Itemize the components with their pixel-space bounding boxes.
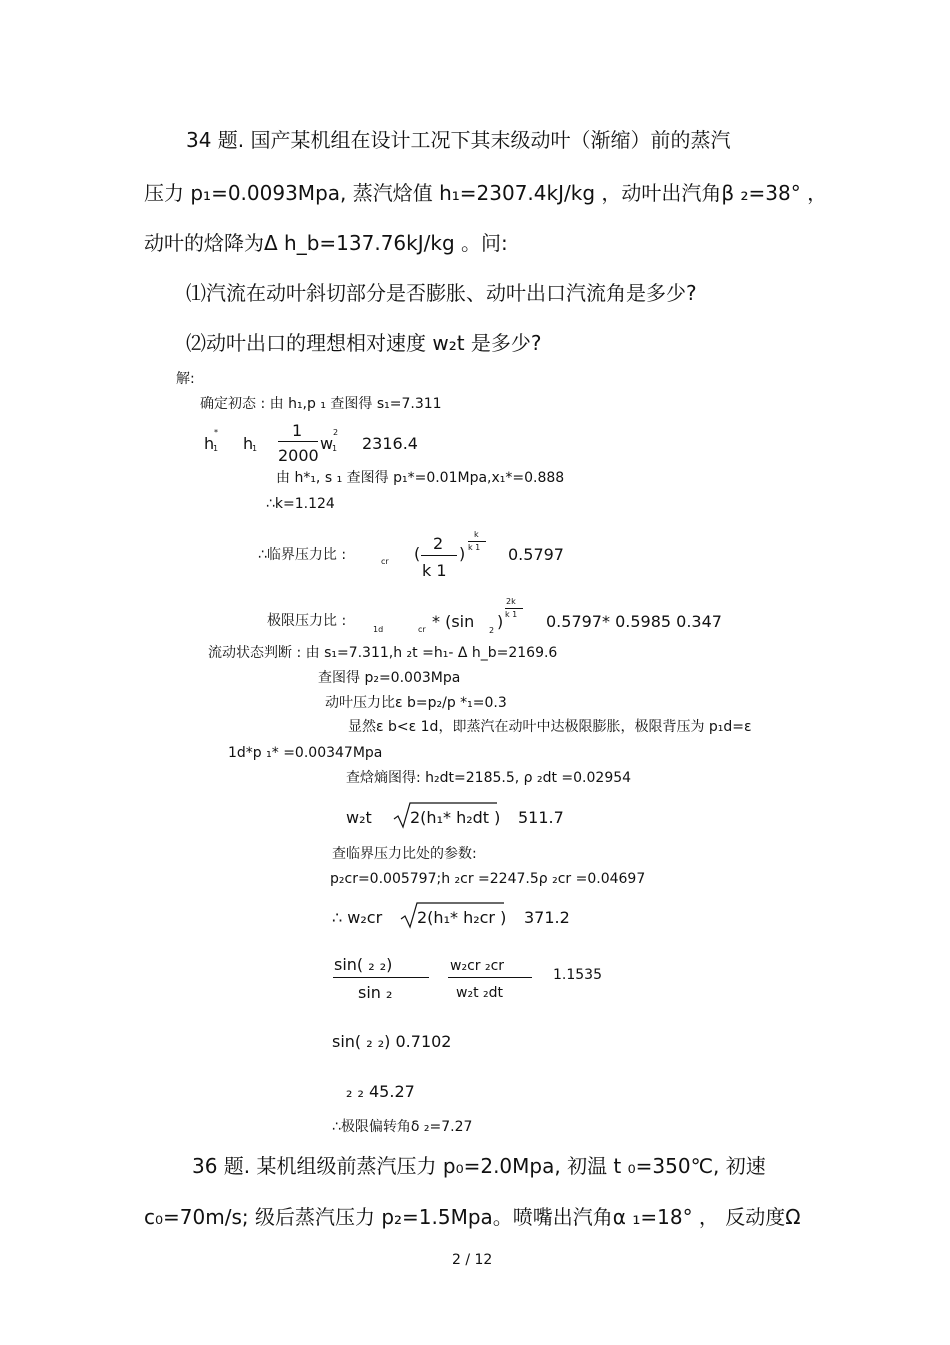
eq-h1star-lhs: h <box>204 434 215 453</box>
step-limit-back-pressure: 1d*p ₁* =0.00347Mpa <box>228 745 383 761</box>
step-k-value: ∴k=1.124 <box>266 496 335 512</box>
eq-h1-value: 2316.4 <box>362 434 418 453</box>
step-blade-ratio: 动叶压力比ε b=p₂/p *₁=0.3 <box>325 695 507 711</box>
eq-h1-w-sup: 2 <box>333 428 339 437</box>
step-initial-state: 确定初态 : 由 h₁,p ₁ 查图得 s₁=7.311 <box>200 396 442 412</box>
eq-w2cr-value: 371.2 <box>524 908 570 927</box>
limit-ratio-close-paren: ) <box>497 612 504 631</box>
limit-ratio-exp-bar <box>505 608 523 609</box>
step-critical-values: p₂cr=0.005797;h ₂cr =2247.5ρ ₂cr =0.04697 <box>330 871 646 887</box>
step-enthalpy-lookup: 查焓熵图得: h₂dt=2185.5, ρ ₂dt =0.02954 <box>346 770 632 786</box>
eq-h1-frac-num: 1 <box>292 421 303 440</box>
eq-w2t-value: 511.7 <box>518 808 564 827</box>
limit-ratio-sub-1d: 1d <box>373 625 384 634</box>
critical-ratio-label: ∴临界压力比 : <box>258 547 347 563</box>
eq-w2t-lhs: w₂t <box>346 808 372 827</box>
eq-h1-w-sub: 1 <box>332 444 338 453</box>
eq-h1star-sup: * <box>214 428 218 437</box>
critical-ratio-exp-bar <box>468 541 486 542</box>
critical-ratio-bar <box>421 555 457 556</box>
page-number: 2 / 12 <box>452 1252 493 1268</box>
step-flow-state: 流动状态判断 : 由 s₁=7.311,h ₂t =h₁- Δ h_b=2169.6 <box>208 645 558 661</box>
eq-sin-ratio-bar2 <box>448 977 532 978</box>
limit-ratio-sub-cr: cr <box>418 625 426 634</box>
step-p2: 查图得 p₂=0.003Mpa <box>318 670 461 686</box>
critical-ratio-value: 0.5797 <box>508 545 564 564</box>
step-conclusion: 显然ε b<ε 1d，即蒸汽在动叶中达极限膨胀，极限背压为 p₁d=ε <box>348 719 752 735</box>
eq-angle-sum: ₂ ₂ 45.27 <box>346 1082 415 1101</box>
eq-h1-term: h <box>243 434 254 453</box>
q36-line2: c₀=70m/s; 级后蒸汽压力 p₂=1.5Mpa。喷嘴出汽角α ₁=18° ， 反动度Ω <box>144 1205 801 1229</box>
eq-h1-w: w <box>320 434 334 453</box>
critical-ratio-exp-den: k 1 <box>468 543 481 552</box>
limit-ratio-sub-2: 2 <box>489 626 495 635</box>
step-limit-deflection: ∴极限偏转角δ ₂=7.27 <box>332 1119 473 1135</box>
eq-h1-sub: 1 <box>252 444 258 453</box>
q34-question-1: ⑴汽流在动叶斜切部分是否膨胀、动叶出口汽流角是多少? <box>186 281 697 305</box>
critical-ratio-close-paren: ) <box>459 544 466 563</box>
eq-h1star-sub: 1 <box>213 444 219 453</box>
step-lookup-p1: 由 h*₁, s ₁ 查图得 p₁*=0.01Mpa,x₁*=0.888 <box>276 470 565 486</box>
q34-line3: 动叶的焓降为Δ h_b=137.76kJ/kg 。问: <box>144 231 508 255</box>
limit-ratio-exp-den: k 1 <box>505 610 518 619</box>
eq-sin-ratio-den2: w₂t ₂dt <box>456 985 503 1001</box>
critical-ratio-num: 2 <box>433 534 444 553</box>
q36-line1: 36 题. 某机组级前蒸汽压力 p₀=2.0Mpa, 初温 t ₀=350℃, 初速 <box>192 1154 766 1178</box>
limit-ratio-body: * (sin <box>432 612 475 631</box>
eq-sin-ratio-value: 1.1535 <box>553 967 602 983</box>
eq-sin-ratio-den1: sin ₂ <box>358 983 393 1002</box>
critical-ratio-exp-num: k <box>474 530 479 539</box>
eq-sin-ratio-num2: w₂cr ₂cr <box>450 958 505 974</box>
q34-line2: 压力 p₁=0.0093Mpa, 蒸汽焓值 h₁=2307.4kJ/kg ，动叶出汽角β ₂=38° ， <box>144 181 828 205</box>
solution-heading: 解: <box>176 371 195 387</box>
eq-h1-frac-den: 2000 <box>278 446 319 465</box>
critical-ratio-open-paren: ( <box>414 544 421 563</box>
eq-w2cr-radicand: 2(h₁* h₂cr ) <box>417 908 507 927</box>
q34-line1: 34 题. 国产某机组在设计工况下其末级动叶（渐缩）前的蒸汽 <box>186 128 731 152</box>
eq-w2t-radicand: 2(h₁* h₂dt ) <box>410 808 501 827</box>
q34-question-2: ⑵动叶出口的理想相对速度 w₂t 是多少? <box>186 331 542 355</box>
step-critical-params: 查临界压力比处的参数: <box>332 846 477 862</box>
eq-sin-value: sin( ₂ ₂) 0.7102 <box>332 1032 452 1051</box>
critical-ratio-den: k 1 <box>422 561 447 580</box>
limit-ratio-exp-num: 2k <box>506 597 516 606</box>
critical-ratio-sub: cr <box>381 557 389 566</box>
eq-sin-ratio-bar1 <box>333 977 429 978</box>
eq-h1-frac-bar <box>278 441 318 442</box>
limit-ratio-value: 0.5797* 0.5985 0.347 <box>546 612 722 631</box>
eq-sin-ratio-num1: sin( ₂ ₂) <box>334 955 393 974</box>
eq-w2cr-lhs: ∴ w₂cr <box>332 908 383 927</box>
limit-ratio-label: 极限压力比 : <box>267 613 347 629</box>
